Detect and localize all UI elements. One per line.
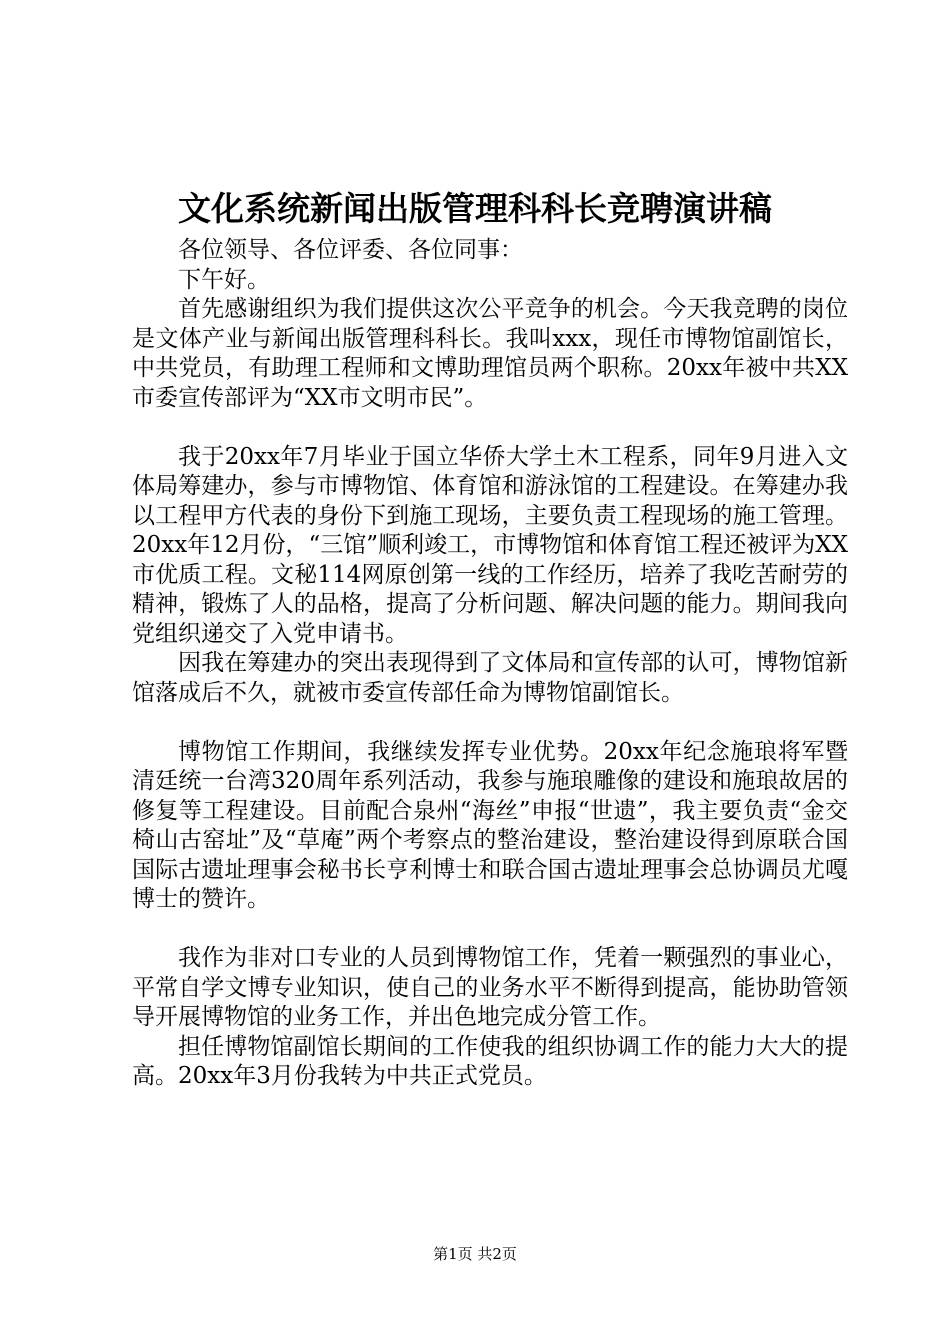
greeting: 下午好。 [178, 266, 270, 293]
page-number-footer: 第1页 共2页 [433, 1245, 517, 1263]
paragraph-museum-work: 博物馆工作期间，我继续发挥专业优势。20xx年纪念施琅将军暨清廷统一台湾320周年系列活动，我参与施琅雕像的建设和施琅故居的修复等工程建设。目前配合泉州“海丝”申报“世遗”，我主要负责“金交椅山古窑址”及“草庵”两个考察点的整治建设，整治建设得到原联合国国际古遗址理事会秘书长亨利博士和联合国古遗址理事会总协调员尤嘎博士的赞许。 [132, 738, 848, 912]
paragraph-appointment: 因我在筹建办的突出表现得到了文体局和宣传部的认可，博物馆新馆落成后不久，就被市委宣传部任命为博物馆副馆长。 [132, 650, 848, 706]
document-body [132, 236, 848, 1092]
document-title: 文化系统新闻出版管理科科长竞聘演讲稿 [178, 189, 772, 228]
paragraph-party-membership: 担任博物馆副馆长期间的工作使我的组织协调工作的能力大大的提高。20xx年3月份我转为中共正式党员。 [132, 1033, 848, 1089]
paragraph-education-career: 我于20xx年7月毕业于国立华侨大学土木工程系，同年9月进入文体局筹建办，参与市博物馆、体育馆和游泳馆的工程建设。在筹建办我以工程甲方代表的身份下到施工现场，主要负责工程现场的施工管理。20xx年12月份，“三馆”顺利竣工，市博物馆和体育馆工程还被评为XX市优质工程。文秘114网原创第一线的工作经历，培养了我吃苦耐劳的精神，锻炼了人的品格，提高了分析问题、解决问题的能力。期间我向党组织递交了入党申请书。 [132, 443, 848, 647]
paragraph-intro: 首先感谢组织为我们提供这次公平竞争的机会。今天我竞聘的岗位是文体产业与新闻出版管理科科长。我叫xxx，现任市博物馆副馆长，中共党员，有助理工程师和文博助理馆员两个职称。20xx年被中共XX市委宣传部评为“XX市文明市民”。 [132, 296, 848, 411]
paragraph-self-study: 我作为非对口专业的人员到博物馆工作，凭着一颗强烈的事业心，平常自学文博专业知识，使自己的业务水平不断得到提高，能协助管领导开展博物馆的业务工作，并出色地完成分管工作。 [132, 945, 848, 1030]
salutation: 各位领导、各位评委、各位同事： [178, 237, 523, 263]
